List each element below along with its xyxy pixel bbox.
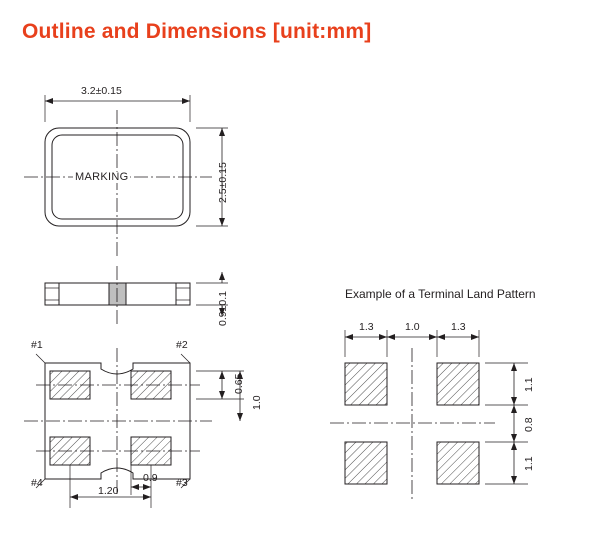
land-top-dim-1: 1.3 xyxy=(359,321,374,333)
land-right-dim-2: 0.8 xyxy=(523,417,535,432)
top-view-height-label: 2.5±0.15 xyxy=(217,162,229,203)
land-top-dim-2: 1.0 xyxy=(405,321,420,333)
bottom-dim-10-label: 1.0 xyxy=(251,395,263,410)
bottom-dim-065-label: 0.65 xyxy=(233,373,245,394)
pin-label-4: #4 xyxy=(31,477,43,489)
bottom-dim-09-label: 0.9 xyxy=(143,472,158,484)
top-view-width-label: 3.2±0.15 xyxy=(81,85,122,97)
side-view-outline xyxy=(45,283,190,305)
pin-label-1: #1 xyxy=(31,339,43,351)
top-width-dimension xyxy=(45,95,190,122)
bottom-dim-120-label: 1.20 xyxy=(98,485,119,497)
pin-label-2: #2 xyxy=(176,339,188,351)
land-right-dim-1: 1.1 xyxy=(523,377,535,392)
land-top-dim-3: 1.3 xyxy=(451,321,466,333)
page-title: Outline and Dimensions [unit:mm] xyxy=(22,20,372,43)
land-right-dim-3: 1.1 xyxy=(523,456,535,471)
pin-label-3: #3 xyxy=(176,477,188,489)
land-pattern-right-dimensions xyxy=(485,363,528,484)
marking-label: MARKING xyxy=(75,171,129,183)
side-view-height-label: 0.9±0.1 xyxy=(217,291,229,326)
land-pattern-caption: Example of a Terminal Land Pattern xyxy=(345,287,536,301)
